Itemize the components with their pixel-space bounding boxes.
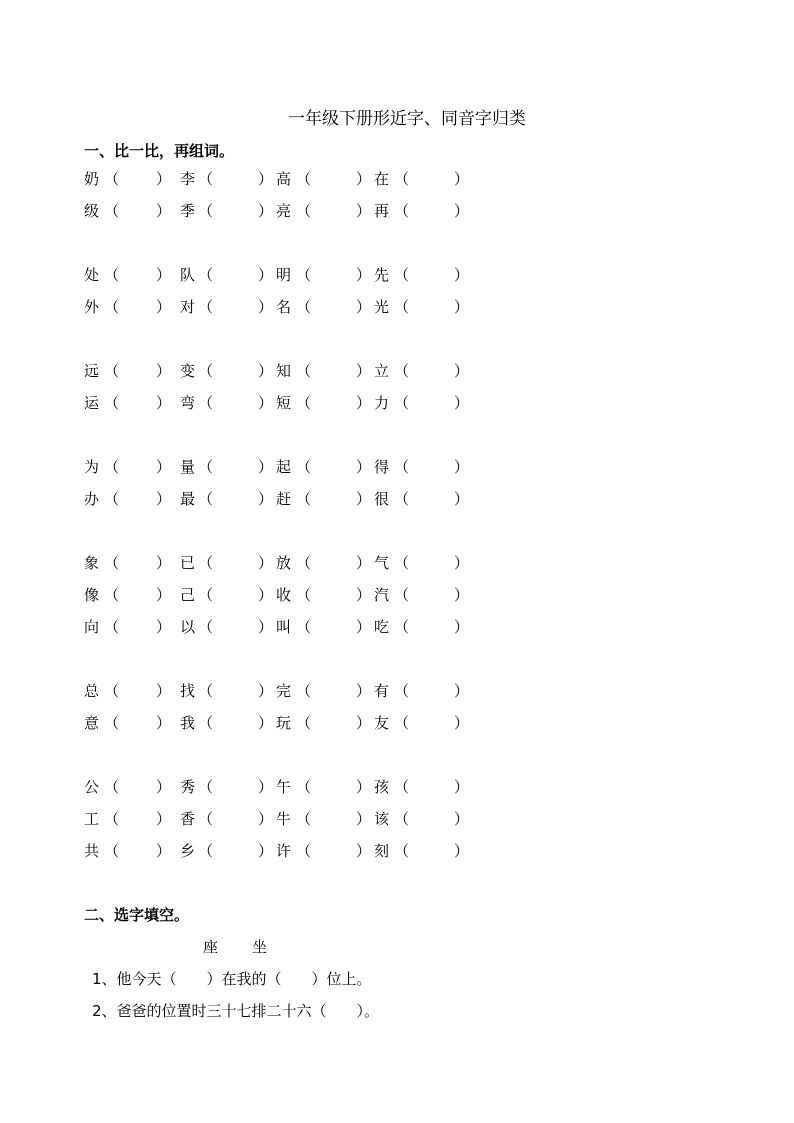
answer-blank-close: ） xyxy=(258,810,274,828)
compare-char: 先 xyxy=(374,266,390,284)
answer-blank-close: ） xyxy=(258,554,274,572)
answer-blank-open: （ xyxy=(198,394,214,412)
answer-blank-close: ） xyxy=(258,618,274,636)
answer-blank-open: （ xyxy=(104,778,120,796)
answer-blank-close: ） xyxy=(156,490,172,508)
answer-blank-close: ） xyxy=(454,170,470,188)
answer-blank-close: ） xyxy=(258,298,274,316)
compare-char: 以 xyxy=(180,618,196,636)
compare-char: 知 xyxy=(276,362,292,380)
answer-blank-close: ） xyxy=(258,170,274,188)
compare-char: 香 xyxy=(180,810,196,828)
compare-char: 运 xyxy=(84,394,100,412)
compare-char: 季 xyxy=(180,202,196,220)
compare-char: 友 xyxy=(374,714,390,732)
answer-blank-close: ） xyxy=(356,618,372,636)
compare-char: 向 xyxy=(84,618,100,636)
answer-blank-open: （ xyxy=(198,202,214,220)
answer-blank-close: ） xyxy=(356,554,372,572)
answer-blank-open: （ xyxy=(296,714,312,732)
compare-char: 有 xyxy=(374,682,390,700)
answer-blank-open: （ xyxy=(198,778,214,796)
compare-char: 气 xyxy=(374,554,390,572)
answer-blank-open: （ xyxy=(198,458,214,476)
compare-row xyxy=(0,808,794,830)
answer-blank-close: ） xyxy=(454,586,470,604)
answer-blank-open: （ xyxy=(394,842,410,860)
compare-char: 办 xyxy=(84,490,100,508)
page-title: 一年级下册形近字、同音字归类 xyxy=(288,109,526,129)
compare-char: 找 xyxy=(180,682,196,700)
answer-blank-open: （ xyxy=(296,394,312,412)
answer-blank-close: ） xyxy=(454,842,470,860)
compare-char: 亮 xyxy=(276,202,292,220)
answer-blank-open: （ xyxy=(296,618,312,636)
answer-blank-open: （ xyxy=(104,682,120,700)
answer-blank-close: ） xyxy=(156,618,172,636)
compare-row xyxy=(0,680,794,702)
answer-blank-close: ） xyxy=(356,266,372,284)
answer-blank-close: ） xyxy=(156,394,172,412)
answer-blank-close: ） xyxy=(258,586,274,604)
answer-blank-close: ） xyxy=(356,682,372,700)
compare-char: 秀 xyxy=(180,778,196,796)
answer-blank-open: （ xyxy=(198,714,214,732)
answer-blank-close: ） xyxy=(356,778,372,796)
answer-blank-close: ） xyxy=(454,266,470,284)
compare-char: 李 xyxy=(180,170,196,188)
compare-char: 力 xyxy=(374,394,390,412)
compare-char: 最 xyxy=(180,490,196,508)
compare-char: 对 xyxy=(180,298,196,316)
answer-blank-close: ） xyxy=(356,394,372,412)
answer-blank-close: ） xyxy=(156,586,172,604)
choice-char-zuo-sit: 坐 xyxy=(252,938,268,956)
answer-blank-open: （ xyxy=(296,554,312,572)
compare-char: 意 xyxy=(84,714,100,732)
compare-char: 量 xyxy=(180,458,196,476)
compare-char: 玩 xyxy=(276,714,292,732)
choice-char-zuo-seat: 座 xyxy=(203,938,219,956)
answer-blank-close: ） xyxy=(454,458,470,476)
answer-blank-close: ） xyxy=(258,490,274,508)
answer-blank-open: （ xyxy=(296,202,312,220)
compare-char: 明 xyxy=(276,266,292,284)
answer-blank-close: ） xyxy=(454,714,470,732)
compare-char: 得 xyxy=(374,458,390,476)
compare-char: 工 xyxy=(84,810,100,828)
answer-blank-open: （ xyxy=(394,682,410,700)
answer-blank-close: ） xyxy=(356,170,372,188)
answer-blank-open: （ xyxy=(198,618,214,636)
answer-blank-open: （ xyxy=(198,682,214,700)
answer-blank-close: ） xyxy=(258,682,274,700)
compare-char: 很 xyxy=(374,490,390,508)
answer-blank-close: ） xyxy=(356,490,372,508)
answer-blank-open: （ xyxy=(198,170,214,188)
answer-blank-open: （ xyxy=(296,266,312,284)
compare-row xyxy=(0,296,794,318)
answer-blank-open: （ xyxy=(198,842,214,860)
compare-row xyxy=(0,552,794,574)
compare-char: 牛 xyxy=(276,810,292,828)
answer-blank-open: （ xyxy=(394,490,410,508)
answer-blank-close: ） xyxy=(356,362,372,380)
compare-char: 刻 xyxy=(374,842,390,860)
answer-blank-open: （ xyxy=(104,458,120,476)
answer-blank-close: ） xyxy=(454,490,470,508)
answer-blank-close: ） xyxy=(156,170,172,188)
answer-blank-close: ） xyxy=(156,842,172,860)
compare-char: 像 xyxy=(84,586,100,604)
compare-row xyxy=(0,488,794,510)
answer-blank-open: （ xyxy=(394,362,410,380)
compare-char: 在 xyxy=(374,170,390,188)
compare-char: 起 xyxy=(276,458,292,476)
compare-char: 远 xyxy=(84,362,100,380)
compare-char: 级 xyxy=(84,202,100,220)
answer-blank-open: （ xyxy=(104,842,120,860)
answer-blank-close: ） xyxy=(356,202,372,220)
compare-char: 我 xyxy=(180,714,196,732)
compare-row xyxy=(0,200,794,222)
answer-blank-close: ） xyxy=(156,266,172,284)
compare-char: 再 xyxy=(374,202,390,220)
answer-blank-open: （ xyxy=(198,266,214,284)
answer-blank-open: （ xyxy=(198,490,214,508)
compare-char: 处 xyxy=(84,266,100,284)
answer-blank-open: （ xyxy=(394,714,410,732)
answer-blank-open: （ xyxy=(296,490,312,508)
answer-blank-close: ） xyxy=(258,394,274,412)
answer-blank-close: ） xyxy=(356,842,372,860)
fill-item-1: 1、他今天（ ）在我的（ ）位上。 xyxy=(92,970,372,988)
section2-heading: 二、选字填空。 xyxy=(84,906,190,924)
compare-char: 乡 xyxy=(180,842,196,860)
answer-blank-open: （ xyxy=(394,170,410,188)
answer-blank-close: ） xyxy=(356,458,372,476)
answer-blank-close: ） xyxy=(258,842,274,860)
answer-blank-open: （ xyxy=(198,810,214,828)
answer-blank-open: （ xyxy=(104,554,120,572)
answer-blank-open: （ xyxy=(104,202,120,220)
section1-heading: 一、比一比，再组词。 xyxy=(84,142,235,160)
compare-char: 己 xyxy=(180,586,196,604)
answer-blank-open: （ xyxy=(296,458,312,476)
answer-blank-open: （ xyxy=(296,170,312,188)
answer-blank-close: ） xyxy=(454,298,470,316)
compare-char: 孩 xyxy=(374,778,390,796)
answer-blank-open: （ xyxy=(394,618,410,636)
answer-blank-open: （ xyxy=(104,490,120,508)
answer-blank-close: ） xyxy=(258,202,274,220)
compare-char: 总 xyxy=(84,682,100,700)
answer-blank-open: （ xyxy=(296,778,312,796)
compare-char: 共 xyxy=(84,842,100,860)
answer-blank-open: （ xyxy=(394,266,410,284)
answer-blank-close: ） xyxy=(454,618,470,636)
answer-blank-close: ） xyxy=(156,810,172,828)
answer-blank-open: （ xyxy=(104,298,120,316)
compare-row xyxy=(0,616,794,638)
compare-row xyxy=(0,168,794,190)
compare-char: 该 xyxy=(374,810,390,828)
answer-blank-open: （ xyxy=(394,394,410,412)
answer-blank-open: （ xyxy=(104,394,120,412)
compare-char: 立 xyxy=(374,362,390,380)
answer-blank-open: （ xyxy=(104,170,120,188)
compare-char: 午 xyxy=(276,778,292,796)
answer-blank-open: （ xyxy=(198,554,214,572)
answer-blank-close: ） xyxy=(156,554,172,572)
compare-char: 短 xyxy=(276,394,292,412)
compare-row xyxy=(0,264,794,286)
compare-char: 名 xyxy=(276,298,292,316)
answer-blank-close: ） xyxy=(258,778,274,796)
answer-blank-open: （ xyxy=(296,842,312,860)
compare-char: 已 xyxy=(180,554,196,572)
answer-blank-open: （ xyxy=(394,554,410,572)
compare-row xyxy=(0,584,794,606)
compare-char: 外 xyxy=(84,298,100,316)
compare-char: 放 xyxy=(276,554,292,572)
compare-row xyxy=(0,456,794,478)
answer-blank-open: （ xyxy=(296,810,312,828)
compare-char: 吃 xyxy=(374,618,390,636)
answer-blank-open: （ xyxy=(198,586,214,604)
compare-char: 弯 xyxy=(180,394,196,412)
answer-blank-close: ） xyxy=(454,554,470,572)
compare-char: 完 xyxy=(276,682,292,700)
answer-blank-open: （ xyxy=(104,586,120,604)
compare-char: 叫 xyxy=(276,618,292,636)
compare-char: 高 xyxy=(276,170,292,188)
answer-blank-close: ） xyxy=(454,778,470,796)
answer-blank-close: ） xyxy=(258,714,274,732)
compare-char: 为 xyxy=(84,458,100,476)
answer-blank-close: ） xyxy=(156,362,172,380)
compare-char: 象 xyxy=(84,554,100,572)
answer-blank-close: ） xyxy=(454,394,470,412)
answer-blank-close: ） xyxy=(156,202,172,220)
answer-blank-open: （ xyxy=(296,362,312,380)
answer-blank-close: ） xyxy=(156,298,172,316)
answer-blank-close: ） xyxy=(454,810,470,828)
compare-row xyxy=(0,360,794,382)
compare-char: 变 xyxy=(180,362,196,380)
answer-blank-close: ） xyxy=(356,714,372,732)
compare-char: 奶 xyxy=(84,170,100,188)
answer-blank-close: ） xyxy=(156,682,172,700)
compare-char: 公 xyxy=(84,778,100,796)
compare-char: 队 xyxy=(180,266,196,284)
answer-blank-close: ） xyxy=(356,810,372,828)
answer-blank-open: （ xyxy=(198,362,214,380)
answer-blank-close: ） xyxy=(258,266,274,284)
answer-blank-close: ） xyxy=(258,362,274,380)
answer-blank-close: ） xyxy=(156,778,172,796)
answer-blank-open: （ xyxy=(394,202,410,220)
answer-blank-open: （ xyxy=(296,682,312,700)
compare-char: 许 xyxy=(276,842,292,860)
fill-item-2: 2、爸爸的位置时三十七排二十六（ ）。 xyxy=(92,1002,380,1020)
answer-blank-open: （ xyxy=(104,266,120,284)
answer-blank-open: （ xyxy=(394,778,410,796)
compare-row xyxy=(0,712,794,734)
answer-blank-open: （ xyxy=(198,298,214,316)
compare-char: 光 xyxy=(374,298,390,316)
compare-row xyxy=(0,776,794,798)
answer-blank-close: ） xyxy=(356,298,372,316)
compare-char: 收 xyxy=(276,586,292,604)
compare-row xyxy=(0,392,794,414)
answer-blank-open: （ xyxy=(394,810,410,828)
compare-char: 汽 xyxy=(374,586,390,604)
compare-row xyxy=(0,840,794,862)
answer-blank-open: （ xyxy=(394,586,410,604)
answer-blank-open: （ xyxy=(104,362,120,380)
answer-blank-open: （ xyxy=(296,586,312,604)
answer-blank-open: （ xyxy=(104,810,120,828)
answer-blank-close: ） xyxy=(156,458,172,476)
compare-char: 赶 xyxy=(276,490,292,508)
answer-blank-close: ） xyxy=(258,458,274,476)
answer-blank-close: ） xyxy=(156,714,172,732)
answer-blank-close: ） xyxy=(454,682,470,700)
answer-blank-open: （ xyxy=(104,618,120,636)
answer-blank-close: ） xyxy=(356,586,372,604)
answer-blank-open: （ xyxy=(394,458,410,476)
answer-blank-close: ） xyxy=(454,202,470,220)
answer-blank-open: （ xyxy=(394,298,410,316)
answer-blank-close: ） xyxy=(454,362,470,380)
answer-blank-open: （ xyxy=(104,714,120,732)
answer-blank-open: （ xyxy=(296,298,312,316)
